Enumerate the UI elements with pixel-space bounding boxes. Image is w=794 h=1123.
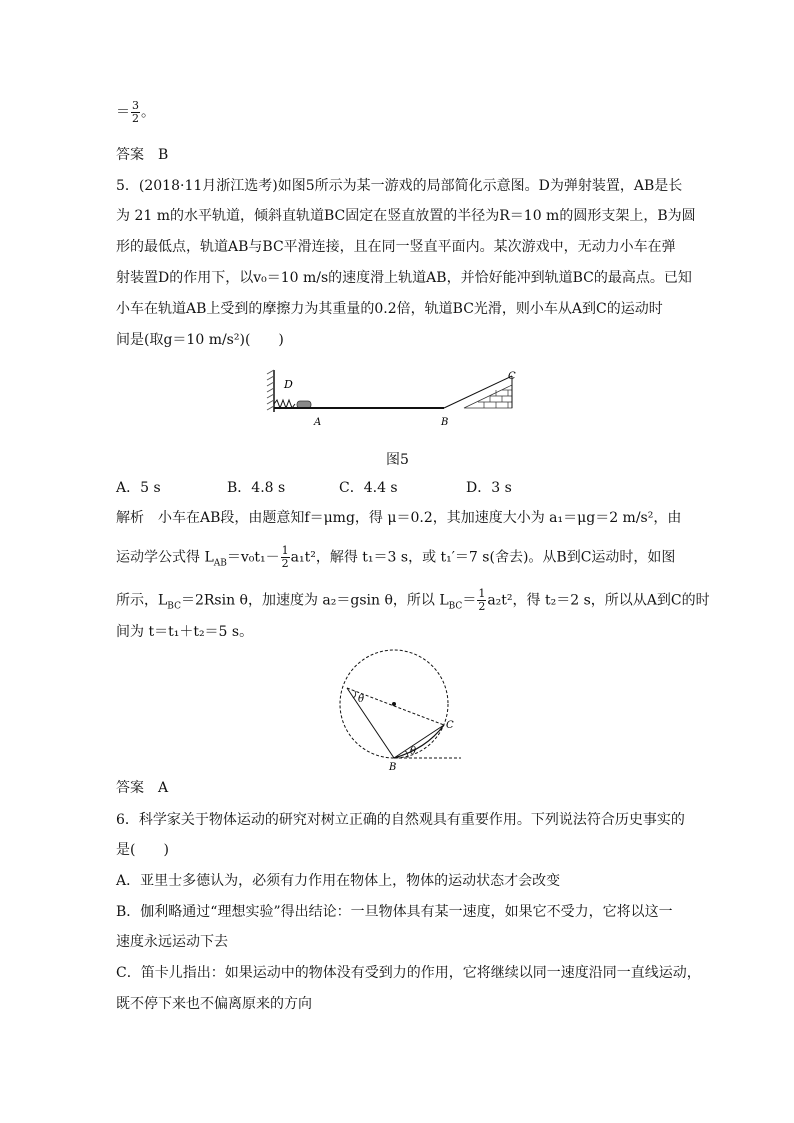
q5-line-6: 间是(取g＝10 m/s²)( ) [116, 332, 284, 348]
fraction-one-half-2: $\frac{1}{2}$ [478, 587, 486, 613]
track-bc [444, 376, 512, 408]
chord-top-to-b [347, 688, 394, 758]
q6-option-c-line-2: 既不停下来也不偏离原来的方向 [116, 996, 312, 1012]
fraction-one-half: $\frac{1}{2}$ [281, 544, 289, 570]
label-d: D [284, 378, 293, 391]
theta-label-bottom: θ [410, 746, 417, 757]
wall-hatching [267, 370, 274, 410]
top-fraction-line: ＝ $\frac{3}{2}$ 。 [116, 99, 155, 125]
chord-bc [394, 725, 444, 758]
answer-b: 答案 B [116, 147, 169, 163]
option-d: D．3 s [466, 480, 512, 496]
solution-line-4: 间为 t＝t₁＋t₂＝5 s。 [116, 624, 254, 640]
q5-line-5: 小车在轨道AB上受到的摩擦力为其重量的0.2倍，轨道BC光滑，则小车从A到C的运动时 [116, 301, 663, 317]
label-b-circle: B [389, 762, 397, 773]
brick-support [464, 385, 512, 408]
q6-option-b-line-1: B．伽利略通过“理想实验”得出结论：一旦物体具有某一速度，如果它不受力，它将以这一 [116, 904, 673, 920]
option-c: C．4.4 s [339, 480, 398, 496]
fraction-three-halves: $\frac{3}{2}$ [132, 99, 139, 125]
solution-line-3: 所示，$L_{BC}=2Rsin$ θ，加速度为 a₂＝gsin θ，所以 $L_{BC}=$ $\frac{1}{2}$ a₂t²，得 t₂＝2 s，所以从A到C的时 [116, 587, 710, 613]
circle-geometry-figure [326, 644, 466, 776]
figure-5-caption: 图5 [386, 452, 409, 468]
q5-line-4: 射装置D的作用下，以v₀＝10 m/s的速度滑上轨道AB，并恰好能冲到轨道BC的最高点。已知 [116, 270, 692, 286]
label-c: C [508, 371, 516, 382]
q6-line-1: 6．科学家关于物体运动的研究对树立正确的自然观具有重要作用。下列说法符合历史事实的 [116, 812, 685, 828]
solution-line-1: 解析 小车在AB段，由题意知f＝μmg，得 μ＝0.2，其加速度大小为 a₁＝μg＝2 m/s²，由 [116, 510, 682, 526]
q5-line-1: 5．(2018·11月浙江选考)如图5所示为某一游戏的局部简化示意图。D为弹射装置，AB是长 [116, 178, 683, 194]
q5-line-3: 形的最低点，轨道AB与BC平滑连接，且在同一竖直平面内。某次游戏中，无动力小车在弹 [116, 239, 676, 255]
label-c-circle: C [446, 720, 454, 731]
q6-option-a: A．亚里士多德认为，必须有力作用在物体上，物体的运动状态才会改变 [116, 873, 561, 889]
spring-icon [274, 400, 295, 408]
q6-option-c-line-1: C．笛卡儿指出：如果运动中的物体没有受到力的作用，它将继续以同一速度沿同一直线运动， [116, 965, 701, 981]
equals-sign: ＝ [116, 104, 130, 121]
solution-line-2: 运动学公式得 $L_{AB}=v_0t_1-$ $\frac{1}{2}$ a₁t²，解得 t₁＝3 s，或 t₁′＝7 s(舍去)。从B到C运动时，如图 [116, 544, 676, 570]
q6-option-b-line-2: 速度永远运动下去 [116, 934, 228, 950]
option-a: A．5 s [116, 480, 161, 496]
q5-line-2: 为 21 m的水平轨道，倾斜直轨道BC固定在竖直放置的半径为R＝10 m的圆形支架上，B为圆 [116, 208, 696, 224]
q6-line-2: 是( ) [116, 842, 169, 858]
answer-a: 答案 A [116, 780, 169, 796]
figure-5-track-diagram [264, 366, 526, 430]
option-b: B．4.8 s [227, 480, 286, 496]
car-icon [297, 401, 311, 408]
label-b: B [441, 417, 449, 428]
label-a: A [314, 417, 322, 428]
theta-label-top: θ [358, 694, 365, 705]
